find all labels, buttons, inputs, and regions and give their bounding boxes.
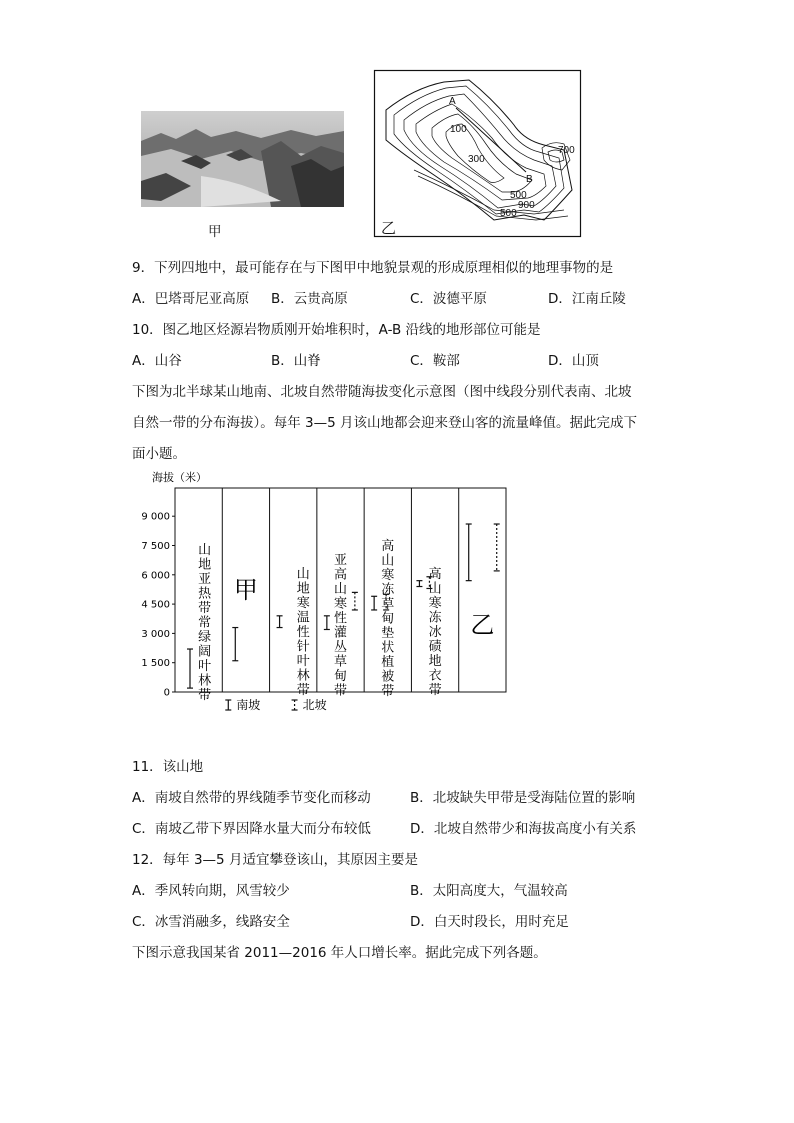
- contour-label-700: 700: [558, 145, 575, 156]
- zone-label-char: 带: [198, 601, 212, 616]
- zone-label-char: 性: [296, 625, 310, 640]
- q9-option-b: B．云贵高原: [271, 291, 348, 307]
- legend-south-label: 南坡: [236, 698, 261, 712]
- zone-label-char: 绿: [198, 630, 212, 645]
- zone-label-char: 冰: [428, 625, 442, 640]
- q11-stem: 11．该山地: [132, 759, 204, 775]
- zone-label-char: 山: [428, 581, 442, 597]
- zone-label-char: 灌: [333, 625, 348, 641]
- q9-stem: 9．下列四地中，最可能存在与下图甲中地貌景观的形成原理相似的地理事物的是: [132, 260, 614, 276]
- zone-label-char: 被: [381, 669, 395, 685]
- zone-label-char: 针: [296, 639, 310, 655]
- intro-line-1: 下图为北半球某山地南、北坡自然带随海拔变化示意图（图中线段分别代表南、北坡: [132, 384, 632, 400]
- q9-option-d: D．江南丘陵: [548, 291, 626, 307]
- q12-stem: 12．每年 3—5 月适宜攀登该山，其原因主要是: [132, 852, 418, 868]
- q11-option-d: D．北坡自然带少和海拔高度小有关系: [410, 821, 637, 837]
- y-axis-label: 海拔（米）: [152, 471, 207, 484]
- zone-label-char: 常: [198, 615, 212, 631]
- zone-label-char: 带: [198, 688, 212, 703]
- y-tick-label: 0: [163, 687, 170, 699]
- zone-label-char: 冻: [428, 610, 442, 626]
- zone-label-char: 状: [381, 640, 395, 656]
- zone-label-char: 林: [296, 668, 310, 684]
- map-caption: 乙: [381, 219, 397, 237]
- contour-label-500: 500: [510, 190, 527, 201]
- zone-label-char: 垫: [381, 626, 395, 641]
- zone-label-char: 山: [198, 543, 212, 558]
- zone-label-char: 亚: [333, 553, 348, 568]
- q12-option-a: A．季风转向期，风雪较少: [132, 883, 290, 899]
- zone-label-char: 碛: [428, 639, 442, 655]
- q9-option-c: C．波德平原: [410, 291, 487, 307]
- q9-option-a: A．巴塔哥尼亚高原: [132, 291, 250, 307]
- natural-zone-chart: [141, 468, 530, 718]
- zone-label-char: 温: [296, 610, 310, 626]
- legend-north-label: 北坡: [302, 698, 327, 712]
- y-tick-label: 4 500: [141, 599, 170, 611]
- zone-label-char: 草: [333, 654, 348, 670]
- zone-label-char: 高: [428, 567, 442, 582]
- zone-label-char: 植: [381, 655, 395, 670]
- contour-label-500b: 500: [500, 208, 517, 219]
- y-tick-label: 6 000: [141, 570, 170, 582]
- zone-label-char: 地: [198, 557, 212, 573]
- zone-label-char: 寒: [296, 596, 310, 611]
- zone-label-char: 阔: [198, 644, 212, 660]
- q12-option-b: B．太阳高度大，气温较高: [410, 883, 568, 899]
- q10-option-c: C．鞍部: [410, 353, 460, 369]
- zone-label-char: 寒: [428, 596, 442, 611]
- zone-label-char: 地: [428, 654, 442, 669]
- zone-label-char: 带: [296, 683, 310, 698]
- q10-option-d: D．山顶: [548, 353, 599, 369]
- zone-label-char: 林: [198, 673, 212, 689]
- y-tick-label: 7 500: [141, 541, 170, 552]
- zone-label-char: 山: [333, 582, 348, 597]
- zone-label-char: 性: [333, 611, 348, 626]
- zone-label-char: 丛: [333, 640, 348, 655]
- q12-option-d: D．白天时段长，用时充足: [410, 914, 569, 930]
- point-a-label: A: [449, 96, 456, 107]
- zone-label-char: 带: [428, 683, 442, 698]
- zone-label-char: 地: [296, 581, 310, 597]
- zone-label-char: 衣: [428, 668, 442, 684]
- intro-2: 下图示意我国某省 2011—2016 年人口增长率。据此完成下列各题。: [132, 945, 547, 961]
- zone-label-char: 草: [381, 597, 395, 612]
- q11-option-c: C．南坡乙带下界因降水量大而分布较低: [132, 821, 371, 837]
- zone-label-char: 带: [381, 684, 395, 699]
- zone-label-char: 寒: [333, 596, 348, 612]
- zone-label-char: 叶: [296, 654, 310, 669]
- zone-label-char: 高: [333, 567, 348, 583]
- zone-label-char: 带: [333, 683, 348, 699]
- zone-label-char: 热: [198, 586, 212, 602]
- zone-label-char: 山: [381, 553, 395, 569]
- zone-label-char: 冻: [381, 582, 395, 598]
- contour-label-100: 100: [450, 124, 467, 135]
- zone-label-char: 亚: [198, 572, 212, 587]
- contour-map: [374, 70, 581, 237]
- zone-label-char: 叶: [198, 659, 212, 674]
- intro-line-3: 面小题。: [132, 446, 186, 462]
- photo-caption: 甲: [208, 224, 222, 240]
- contour-label-300: 300: [468, 154, 485, 165]
- zone-label: 乙: [470, 611, 495, 639]
- y-tick-label: 3 000: [141, 628, 170, 640]
- landform-photo: [141, 111, 344, 207]
- q10-stem: 10．图乙地区烃源岩物质刚开始堆积时，A-B 沿线的地形部位可能是: [132, 322, 541, 338]
- intro-line-2: 自然一带的分布海拔）。每年 3—5 月该山地都会迎来登山客的流量峰值。据此完成下: [132, 415, 638, 431]
- zone-label-char: 山: [296, 567, 310, 582]
- contour-label-900: 900: [518, 200, 535, 211]
- zone-label-char: 甸: [381, 611, 395, 627]
- q10-option-b: B．山脊: [271, 353, 321, 369]
- q11-option-a: A．南坡自然带的界线随季节变化而移动: [132, 790, 371, 806]
- zone-label-char: 寒: [381, 568, 395, 583]
- point-b-label: B: [526, 174, 533, 185]
- q11-option-b: B．北坡缺失甲带是受海陆位置的影响: [410, 790, 636, 806]
- y-tick-label: 1 500: [141, 658, 170, 670]
- y-tick-label: 9 000: [141, 511, 170, 523]
- zone-label-char: 高: [381, 539, 395, 554]
- zone-label: 甲: [233, 576, 258, 604]
- q12-option-c: C．冰雪消融多，线路安全: [132, 914, 290, 930]
- zone-label-char: 甸: [333, 669, 348, 684]
- q10-option-a: A．山谷: [132, 353, 182, 369]
